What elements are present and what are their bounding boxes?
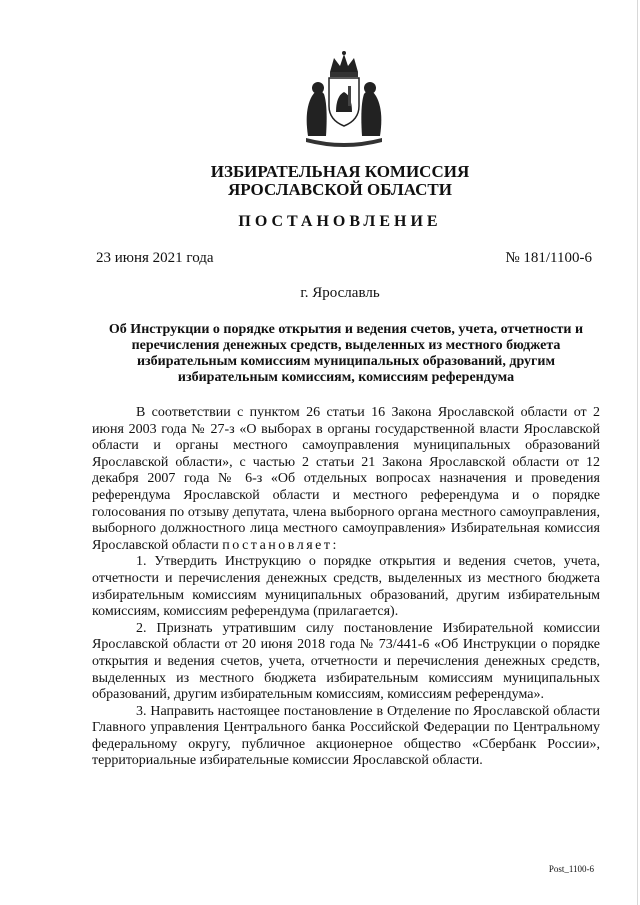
- decree-word: постановляет:: [222, 537, 339, 553]
- footer-code: Post_1100-6: [548, 864, 594, 874]
- item-paragraph-3: 3. Направить настоящее постановление в Отделение по Ярославской области Главного управления Центрального банка Российской Федерации по Центральному федеральному округу, публичное акционерное общество «Сбербанк России», территориальные избирательные комиссии Ярославской области.: [92, 703, 600, 769]
- scan-edge-line: [637, 0, 638, 905]
- document-subject: Об Инструкции о порядке открытия и ведения счетов, учета, отчетности и перечисления денежных средств, выделенных из местного бюджета избирательным комиссиям муниципальных образований, другим избирательным комиссиям, комиссиям референдума: [108, 322, 584, 385]
- document-body: [92, 405, 600, 770]
- document-date: 23 июня 2021 года: [96, 250, 214, 266]
- document-number: № 181/1100-6: [505, 250, 592, 266]
- organization-name-line2: ЯРОСЛАВСКОЙ ОБЛАСТИ: [228, 180, 452, 199]
- preamble-text: В соответствии с пунктом 26 статьи 16 Закона Ярославской области от 2 июня 2003 года № 27-з «О выборах в органы государственной власти Ярославской области и органы местного самоуправления муниципальных образований Ярославской области», с частью 2 статьи 21 Закона Ярославской области от 12 декабря 2007 года № 6-з «Об отдельных вопросах назначения и проведения референдума Ярославской области и местного референдума и о порядке голосования по отзыву депутата, члена выборного органа местного самоуправления, выборного должностного лица местного самоуправления» Избирательная комиссия Ярославской области: [92, 405, 600, 553]
- coat-of-arms-emblem: [296, 50, 392, 150]
- preamble-paragraph: [92, 405, 600, 554]
- item-paragraph-2: 2. Признать утратившим силу постановление Избирательной комиссии Ярославской области от 20 июня 2018 года № 73/441-6 «Об Инструкции о порядке открытия и ведения счетов, учета, отчетности и перечисления денежных средств, выделенных из местного бюджета избирательным комиссиям муниципальных образований, другим избирательным комиссиям, комиссиям референдума».: [92, 620, 600, 703]
- organization-name: [80, 163, 600, 199]
- document-city: г. Ярославль: [300, 285, 380, 301]
- organization-name-line1: ИЗБИРАТЕЛЬНАЯ КОМИССИЯ: [210, 162, 470, 181]
- item-paragraph-1: 1. Утвердить Инструкцию о порядке открытия и ведения счетов, учета, отчетности и перечисления денежных средств, выделенных из местного бюджета избирательным комиссиям муниципальных образований, другим избирательным комиссиям, комиссиям референдума (прилагается).: [92, 554, 600, 620]
- document-type: ПОСТАНОВЛЕНИЕ: [238, 213, 442, 230]
